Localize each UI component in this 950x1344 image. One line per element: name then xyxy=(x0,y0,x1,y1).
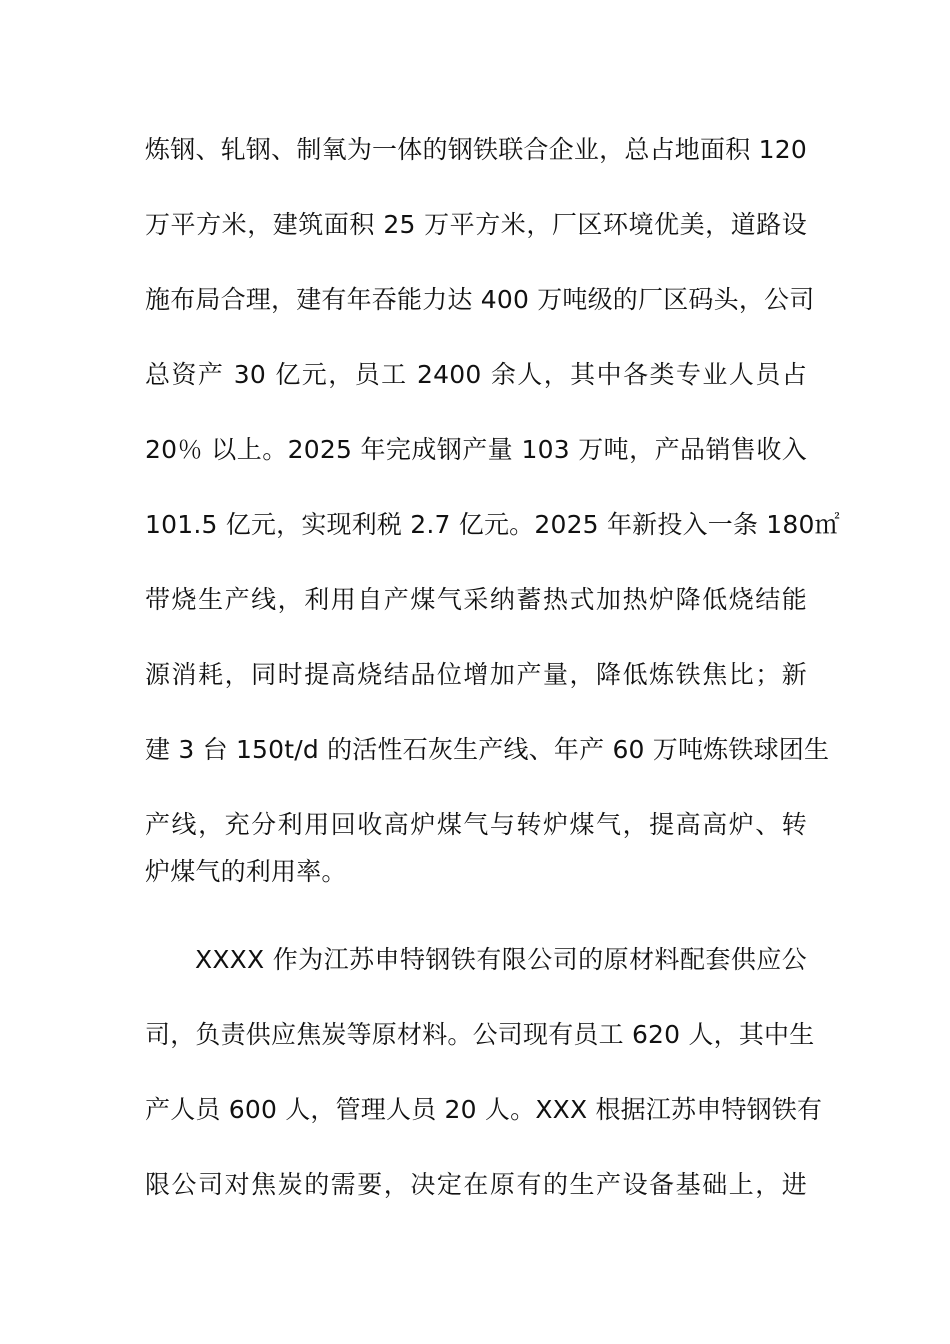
paragraph-1-line-3: 施布局合理，建有年吞能力达 400 万吨级的厂区码头，公司 xyxy=(145,285,815,314)
paragraph-2-line-1: XXXX 作为江苏申特钢铁有限公司的原材料配套供应公 xyxy=(195,945,807,974)
paragraph-2-line-4: 限公司对焦炭的需要，决定在原有的生产设备基础上，进 xyxy=(145,1170,807,1199)
paragraph-2-line-3: 产人员 600 人，管理人员 20 人。XXX 根据江苏申特钢铁有 xyxy=(145,1095,823,1124)
paragraph-1-line-9: 建 3 台 150t/d 的活性石灰生产线、年产 60 万吨炼铁球团生 xyxy=(145,735,830,764)
paragraph-1-line-10: 产线，充分利用回收高炉煤气与转炉煤气，提高高炉、转 xyxy=(145,810,807,839)
paragraph-1-line-6: 101.5 亿元，实现利税 2.7 亿元。2025 年新投入一条 180㎡ xyxy=(145,510,840,539)
paragraph-1-line-11: 炉煤气的利用率。 xyxy=(145,857,347,886)
paragraph-2-line-2: 司，负责供应焦炭等原材料。公司现有员工 620 人，其中生 xyxy=(145,1020,815,1049)
paragraph-1-line-5: 20％ 以上。2025 年完成钢产量 103 万吨，产品销售收入 xyxy=(145,435,807,464)
paragraph-1-line-7: 带烧生产线，利用自产煤气采纳蓄热式加热炉降低烧结能 xyxy=(145,585,807,614)
paragraph-1-line-4: 总资产 30 亿元，员工 2400 余人，其中各类专业人员占 xyxy=(145,360,807,389)
paragraph-1-line-8: 源消耗，同时提高烧结品位增加产量，降低炼铁焦比；新 xyxy=(145,660,807,689)
paragraph-1-line-1: 炼钢、轧钢、制氧为一体的钢铁联合企业，总占地面积 120 xyxy=(145,135,807,164)
paragraph-1-line-2: 万平方米，建筑面积 25 万平方米，厂区环境优美，道路设 xyxy=(145,210,807,239)
